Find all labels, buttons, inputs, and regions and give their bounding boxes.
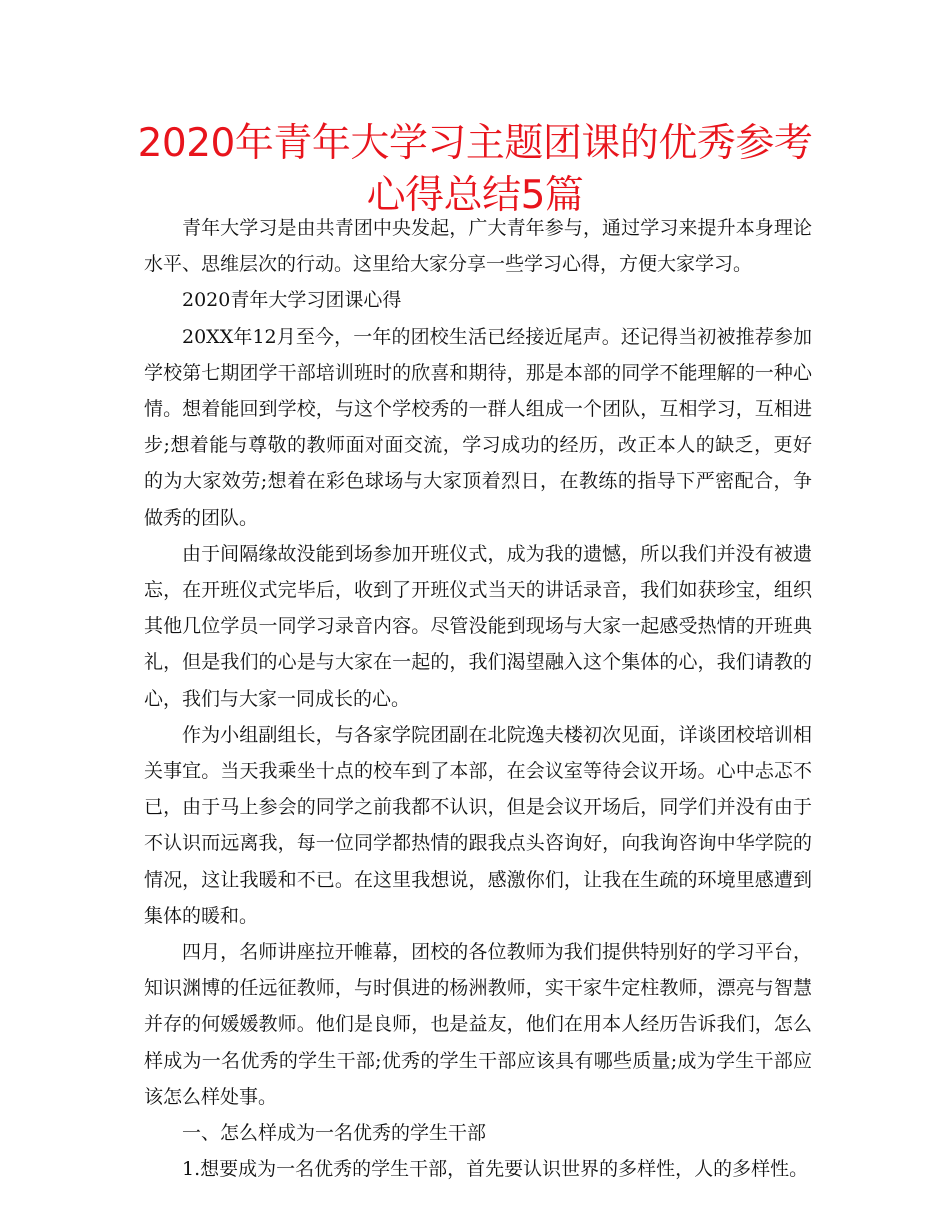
body-paragraph: 由于间隔缘故没能到场参加开班仪式，成为我的遗憾，所以我们并没有被遗忘，在开班仪式完毕后，收到了开班仪式当天的讲话录音，我们如获珍宝，组织其他几位学员一同学习录音内容。尽管没能到现场与大家一起感受热情的开班典礼，但是我们的心是与大家在一起的，我们渴望融入这个集体的心，我们请教的心，我们与大家一同成长的心。 <box>144 542 812 710</box>
document-body <box>144 210 812 1187</box>
body-paragraph: 1.想要成为一名优秀的学生干部，首先要认识世界的多样性，人的多样性。 <box>182 1158 809 1181</box>
intro-paragraph: 青年大学习是由共青团中央发起，广大青年参与，通过学习来提升本身理论水平、思维层次的行动。这里给大家分享一些学习心得，方便大家学习。 <box>144 217 812 276</box>
body-paragraph: 四月，名师讲座拉开帷幕，团校的各位教师为我们提供特别好的学习平台，知识渊博的任远征教师，与时俱进的杨洲教师，实干家牛定柱教师，漂亮与智慧并存的何媛媛教师。他们是良师，也是益友，他们在用本人经历告诉我们，怎么样成为一名优秀的学生干部;优秀的学生干部应该具有哪些质量;成为学生干部应该怎么样处事。 <box>144 941 812 1108</box>
subsection-heading: 一、怎么样成为一名优秀的学生干部 <box>182 1122 487 1145</box>
document-title: 2020年青年大学习主题团课的优秀参考心得总结5篇 <box>137 121 813 218</box>
section-heading: 2020青年大学习团课心得 <box>182 289 402 312</box>
body-paragraph: 作为小组副组长，与各家学院团副在北院逸夫楼初次见面，详谈团校培训相关事宜。当天我乘坐十点的校车到了本部，在会议室等待会议开场。心中忐忑不已，由于马上参会的同学之前我都不认识，但是会议开场后，同学们并没有由于不认识而远离我，每一位同学都热情的跟我点头咨询好，向我询咨询中华学院的情况，这让我暖和不已。在这里我想说，感激你们，让我在生疏的环境里感遭到集体的暖和。 <box>144 723 812 927</box>
body-paragraph: 20XX年12月至今，一年的团校生活已经接近尾声。还记得当初被推荐参加学校第七期团学干部培训班时的欣喜和期待，那是本部的同学不能理解的一种心情。想着能回到学校，与这个学校秀的一群人组成一个团队，互相学习，互相进步;想着能与尊敬的教师面对面交流，学习成功的经历，改正本人的缺乏，更好的为大家效劳;想着在彩色球场与大家顶着烈日，在教练的指导下严密配合，争做秀的团队。 <box>144 325 812 529</box>
